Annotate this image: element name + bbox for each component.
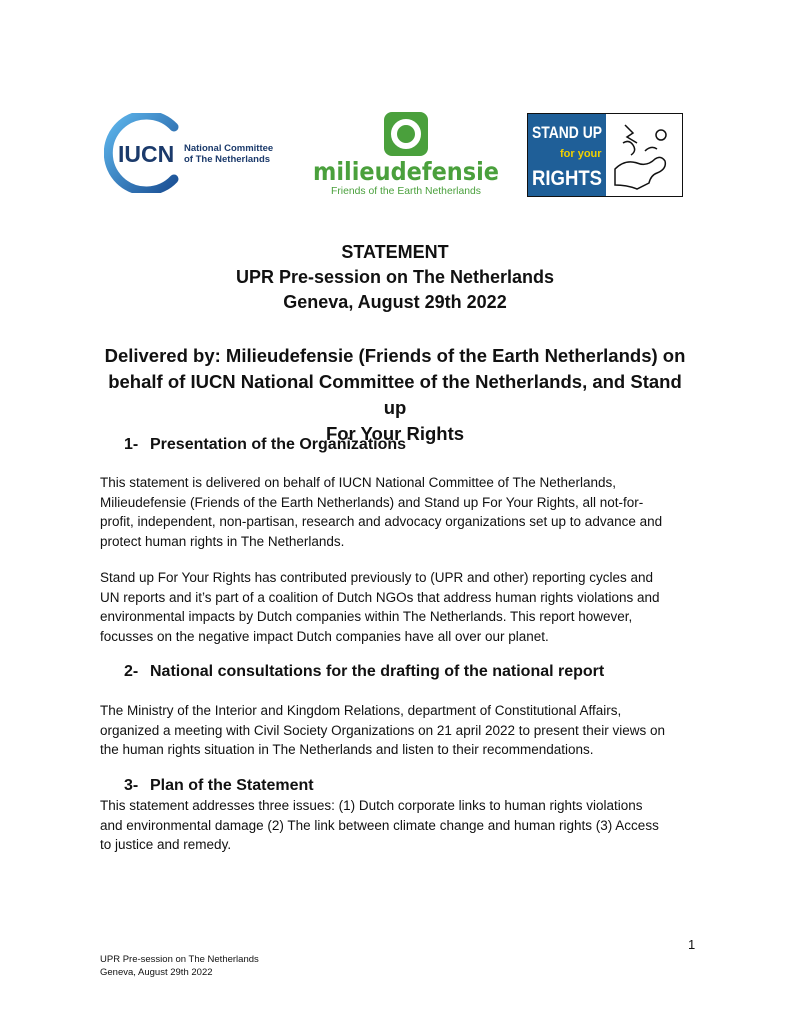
standup-line3: RIGHTS — [532, 167, 602, 190]
text-line: to justice and remedy. — [100, 837, 232, 852]
section-heading-2 — [124, 661, 604, 683]
section-number: 3- — [124, 777, 139, 794]
text-line: the human rights situation in The Netherlands and listen to their recommendations. — [100, 742, 594, 757]
delivered-by — [100, 343, 690, 447]
milieudefensie-name: milieudefensie — [313, 157, 499, 186]
text-line: organized a meeting with Civil Society Organizations on 21 april 2022 to present their views on — [100, 722, 666, 738]
footer-line-2: Geneva, August 29th 2022 — [100, 967, 213, 978]
title-line-2: UPR Pre-session on The Netherlands — [235, 267, 555, 287]
text-line: and environmental damage (2) The link between climate change and human rights (3) Access — [100, 817, 659, 833]
milieudefensie-tagline: Friends of the Earth Netherlands — [331, 185, 481, 197]
delivered-line-2: behalf of IUCN National Committee of the Netherlands, and Stand up — [108, 371, 682, 418]
stand-up-for-your-rights-logo — [527, 113, 683, 197]
delivered-line-3: For Your Rights — [325, 423, 465, 444]
milieudefensie-logo — [310, 112, 502, 198]
text-line: This statement addresses three issues: (1) Dutch corporate links to human rights violations — [100, 798, 643, 813]
section-number: 2- — [124, 663, 139, 680]
page-footer — [100, 953, 259, 979]
text-line: focusses on the negative impact Dutch companies have all over our planet. — [100, 628, 549, 644]
paragraph-plan — [100, 796, 700, 855]
section-heading-3 — [124, 775, 314, 797]
title-line-3: Geneva, August 29th 2022 — [283, 292, 507, 312]
title-line-1: STATEMENT — [341, 242, 449, 262]
paragraph-consultations — [100, 701, 700, 760]
statement-title — [100, 240, 690, 315]
delivered-line-1: Delivered by: Milieudefensie (Friends of the Earth Netherlands) on — [104, 345, 686, 366]
section-number: 1- — [124, 436, 139, 453]
section-title: Plan of the Statement — [150, 777, 314, 794]
page-number: 1 — [688, 937, 696, 952]
text-line: UN reports and it’s part of a coalition of Dutch NGOs that address human rights violations and — [100, 589, 660, 605]
iucn-logo — [104, 113, 304, 193]
iucn-line2: of The Netherlands — [184, 154, 271, 165]
paragraph-organizations — [100, 473, 700, 551]
text-line: Stand up For Your Rights has contributed previously to (UPR and other) reporting cycles and — [100, 570, 654, 585]
text-line: protect human rights in The Netherlands. — [100, 533, 345, 549]
iucn-line1: National Committee — [184, 143, 274, 154]
text-line: The Ministry of the Interior and Kingdom Relations, department of Constitutional Affairs, — [100, 703, 622, 718]
standup-line2: for your — [560, 148, 602, 160]
footer-line-1: UPR Pre-session on The Netherlands — [100, 954, 259, 965]
text-line: This statement is delivered on behalf of IUCN National Committee of The Netherlands, — [100, 475, 616, 490]
text-line: Milieudefensie (Friends of the Earth Netherlands) and Stand up For Your Rights, all not-for- — [100, 494, 644, 510]
text-line: environmental impacts by Dutch companies within The Netherlands. This report however, — [100, 609, 633, 624]
iucn-mark: IUCN — [118, 141, 175, 167]
section-title: Presentation of the Organizations — [150, 436, 407, 453]
section-heading-1 — [124, 434, 406, 456]
section-title: National consultations for the drafting of the national report — [150, 663, 605, 680]
text-line: profit, independent, non-partisan, research and advocacy organizations set up to advance and — [100, 514, 663, 529]
paragraph-stand-up — [100, 568, 700, 646]
standup-line1: STAND UP — [532, 123, 602, 142]
